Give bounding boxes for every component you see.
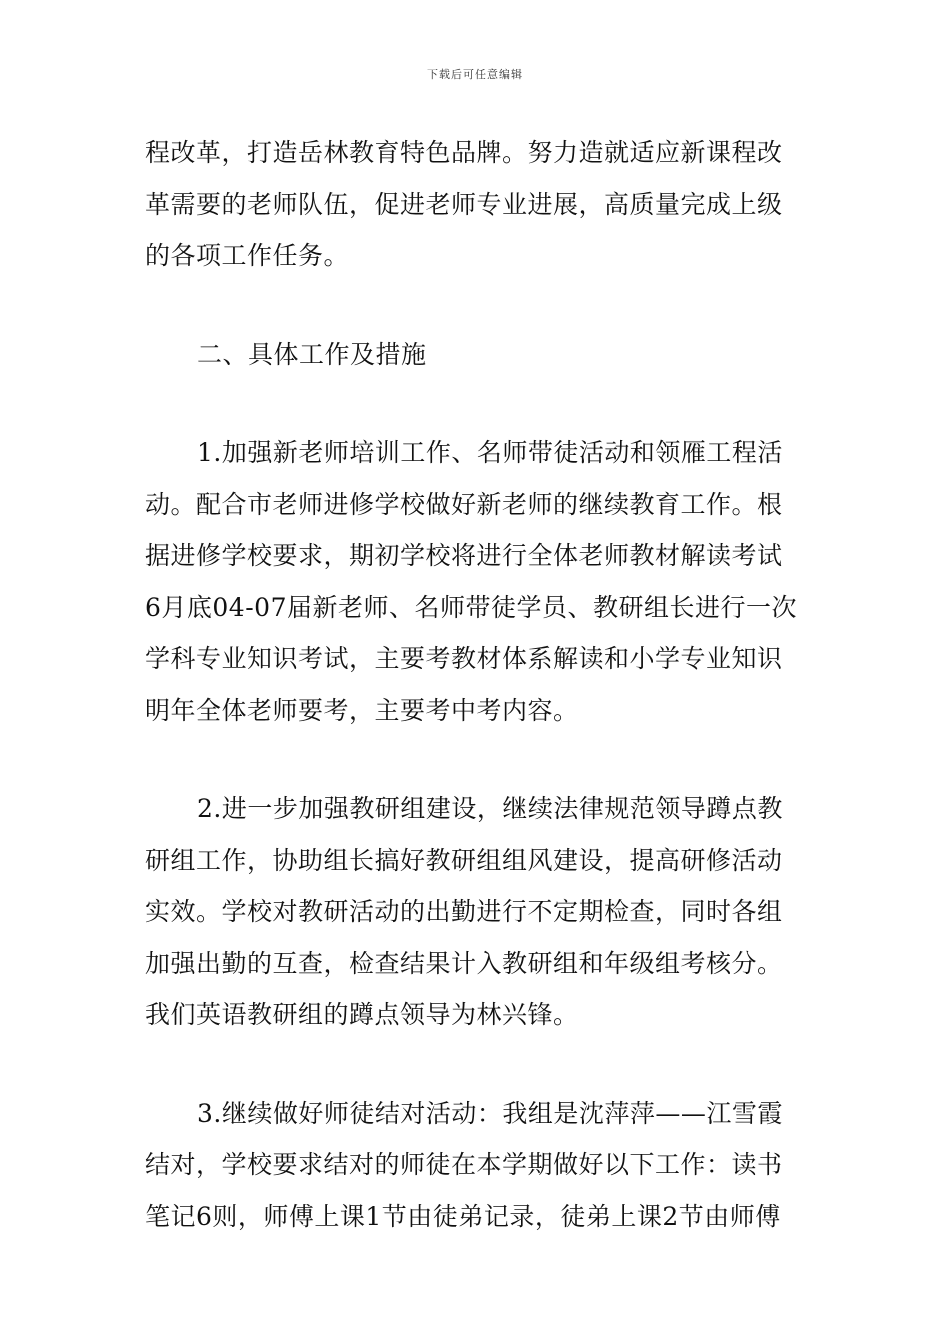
document-body [145, 127, 810, 1242]
paragraph-line: 明年全体老师要考，主要考中考内容。 [145, 695, 579, 725]
paragraph-line: 3.继续做好师徒结对活动：我组是沈萍萍——江雪霞 [197, 1098, 783, 1128]
paragraph-gap [145, 282, 810, 329]
paragraph-line: 程改革，打造岳林教育特色品牌。努力造就适应新课程改 [145, 138, 783, 167]
paragraph-line: 6月底04-07届新老师、名师带徒学员、教研组长进行一次 [145, 592, 797, 622]
paragraph-gap [145, 1041, 810, 1088]
paragraph-line: 2.进一步加强教研组建设，继续法律规范领导蹲点教 [197, 794, 783, 823]
paragraph-line: 1.加强新老师培训工作、名师带徒活动和领雁工程活 [197, 438, 783, 467]
header-note: 下载后可任意编辑 [427, 68, 523, 81]
paragraph-line: 革需要的老师队伍，促进老师专业进展，高质量完成上级 [145, 189, 783, 219]
paragraph-line: 实效。学校对教研活动的出勤进行不定期检查，同时各组 [145, 897, 783, 926]
paragraph-line: 结对，学校要求结对的师徒在本学期做好以下工作：读书 [145, 1150, 783, 1179]
paragraph-line: 据进修学校要求，期初学校将进行全体老师教材解读考试 [145, 541, 783, 570]
paragraph-line: 研组工作，协助组长搞好教研组组风建设，提高研修活动 [145, 845, 783, 875]
paragraph-gap [145, 736, 810, 783]
section-heading: 二、具体工作及措施 [197, 339, 427, 369]
paragraph-line: 的各项工作任务。 [145, 241, 350, 270]
item3-paragraph [145, 1088, 810, 1243]
paragraph-gap [145, 380, 810, 427]
paragraph-line: 笔记6则，师傅上课1节由徒弟记录，徒弟上课2节由师傅 [145, 1201, 781, 1231]
item1-paragraph [145, 427, 810, 736]
item2-paragraph [145, 783, 810, 1041]
paragraph-line: 我们英语教研组的蹲点领导为林兴锋。 [145, 1000, 579, 1029]
paragraph-line: 加强出勤的互查，检查结果计入教研组和年级组考核分。 [145, 948, 783, 978]
paragraph-line: 学科专业知识考试，主要考教材体系解读和小学专业知识 [145, 644, 783, 673]
intro-paragraph [145, 127, 810, 282]
paragraph-line: 动。配合市老师进修学校做好新老师的继续教育工作。根 [145, 489, 783, 519]
